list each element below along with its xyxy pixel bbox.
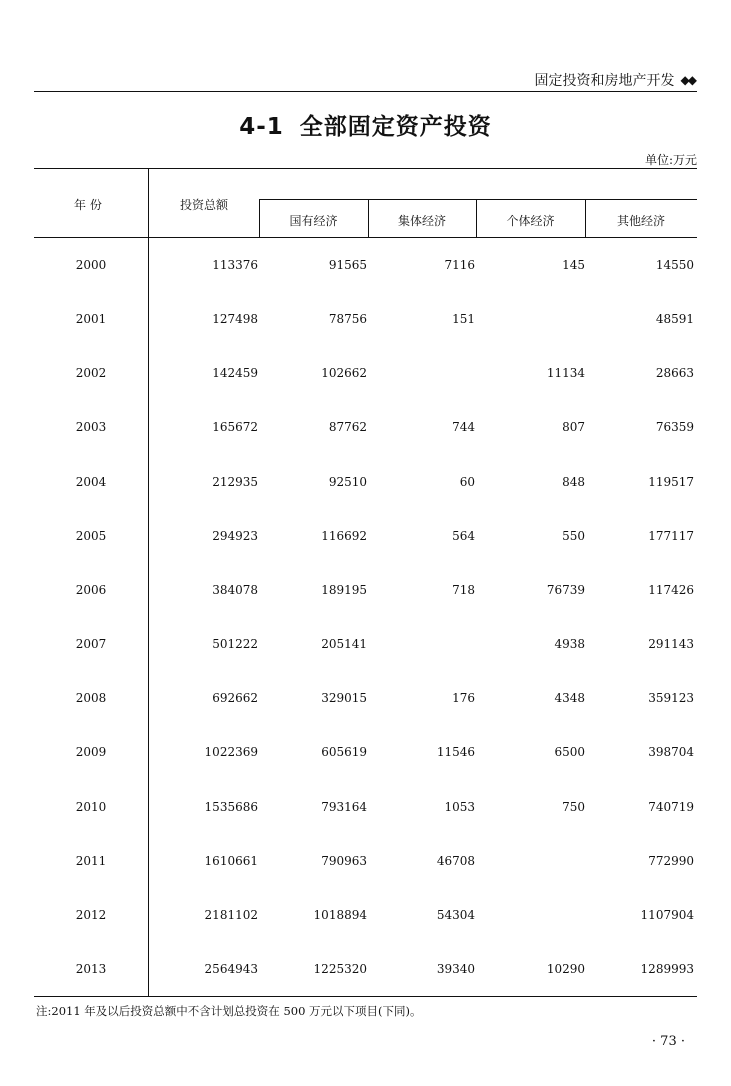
state-cell: 793164 — [321, 799, 367, 814]
individual-cell: 807 — [562, 420, 585, 435]
other-cell: 76359 — [655, 420, 694, 435]
individual-cell: 550 — [562, 528, 585, 543]
table-row — [0, 312, 731, 332]
other-cell: 119517 — [648, 474, 694, 489]
table-row — [0, 962, 731, 982]
year-cell: 2012 — [75, 907, 107, 922]
individual-cell: 848 — [562, 474, 585, 489]
total-cell: 384078 — [212, 582, 258, 597]
total-cell: 2564943 — [204, 961, 258, 976]
collective-cell: 46708 — [436, 853, 475, 868]
state-cell: 1225320 — [313, 961, 367, 976]
year-cell: 2008 — [75, 691, 107, 706]
individual-cell: 750 — [562, 799, 585, 814]
subheader-top-rule — [259, 199, 697, 200]
other-cell: 177117 — [648, 528, 694, 543]
collective-cell: 176 — [452, 691, 475, 706]
individual-cell: 4938 — [554, 637, 585, 652]
state-cell: 92510 — [328, 474, 367, 489]
page-title — [0, 108, 731, 141]
unit-label: 单位:万元 — [644, 153, 697, 167]
total-cell: 165672 — [212, 420, 258, 435]
individual-cell: 11134 — [546, 366, 585, 381]
collective-cell: 151 — [452, 312, 475, 327]
individual-cell: 10290 — [546, 961, 585, 976]
table-top-rule — [34, 168, 697, 169]
section-title: 固定投资和房地产开发 — [534, 73, 675, 89]
state-cell: 87762 — [328, 420, 367, 435]
total-cell: 1022369 — [204, 745, 258, 760]
individual-cell: 6500 — [554, 745, 585, 760]
state-cell: 102662 — [321, 366, 367, 381]
other-cell: 398704 — [648, 745, 694, 760]
year-cell: 2001 — [75, 312, 107, 327]
state-cell: 329015 — [321, 691, 367, 706]
table-row — [0, 529, 731, 549]
other-cell: 1289993 — [640, 961, 694, 976]
year-cell: 2007 — [75, 637, 107, 652]
state-cell: 790963 — [321, 853, 367, 868]
year-cell: 2004 — [75, 474, 107, 489]
individual-header: 个体经济 — [506, 214, 555, 228]
table-row — [0, 854, 731, 874]
other-cell: 14550 — [655, 258, 694, 272]
total-cell: 1535686 — [204, 799, 258, 814]
table-row — [0, 800, 731, 820]
table-row — [0, 583, 731, 603]
footnote: 注:2011 年及以后投资总额中不含计划总投资在 500 万元以下项目(下同)。 — [36, 1004, 422, 1018]
collective-cell: 60 — [459, 474, 475, 489]
year-header: 年 份 — [74, 198, 102, 212]
state-cell: 78756 — [328, 312, 367, 327]
collective-cell: 54304 — [436, 907, 475, 922]
total-cell: 294923 — [212, 528, 258, 543]
year-cell: 2003 — [75, 420, 107, 435]
collective-cell: 11546 — [436, 745, 475, 760]
table-row — [0, 745, 731, 765]
year-cell: 2006 — [75, 582, 107, 597]
header-bottom-rule — [34, 237, 697, 238]
table-row — [0, 637, 731, 657]
other-cell: 48591 — [655, 312, 694, 327]
total-header: 投资总额 — [180, 198, 229, 212]
table-row — [0, 691, 731, 711]
collective-cell: 7116 — [444, 258, 475, 272]
year-cell: 2013 — [75, 961, 107, 976]
other-cell: 359123 — [648, 691, 694, 706]
collective-cell: 718 — [452, 582, 475, 597]
other-cell: 291143 — [648, 637, 694, 652]
state-cell: 1018894 — [313, 907, 367, 922]
state-cell: 189195 — [321, 582, 367, 597]
collective-cell: 744 — [452, 420, 475, 435]
individual-cell: 76739 — [546, 582, 585, 597]
table-title: 全部固定资产投资 — [299, 114, 492, 140]
individual-cell: 145 — [562, 258, 585, 272]
total-cell: 1610661 — [204, 853, 258, 868]
other-cell: 772990 — [648, 853, 694, 868]
state-cell: 116692 — [321, 528, 367, 543]
individual-cell: 4348 — [554, 691, 585, 706]
state-cell: 91565 — [328, 258, 367, 272]
collective-cell: 1053 — [444, 799, 475, 814]
other-cell: 28663 — [655, 366, 694, 381]
total-cell: 501222 — [212, 637, 258, 652]
other-cell: 740719 — [648, 799, 694, 814]
table-row — [0, 366, 731, 386]
table-row — [0, 475, 731, 495]
table-row — [0, 258, 731, 278]
table-row — [0, 908, 731, 928]
total-cell: 127498 — [212, 312, 258, 327]
total-cell: 142459 — [212, 366, 258, 381]
collective-cell: 564 — [452, 528, 475, 543]
collective-header: 集体经济 — [397, 214, 446, 228]
year-cell: 2002 — [75, 366, 107, 381]
year-cell: 2000 — [75, 258, 107, 272]
table-row — [0, 420, 731, 440]
year-cell: 2005 — [75, 528, 107, 543]
total-cell: 212935 — [212, 474, 258, 489]
state-cell: 205141 — [321, 637, 367, 652]
state-cell: 605619 — [321, 745, 367, 760]
collective-cell: 39340 — [436, 961, 475, 976]
table-number: 4-1 — [239, 114, 284, 140]
running-header — [535, 70, 695, 90]
other-cell: 117426 — [648, 582, 694, 597]
diamond-icon: ◆◆ — [680, 73, 695, 87]
page-number: · 73 · — [651, 1034, 685, 1049]
other-header: 其他经济 — [616, 214, 665, 228]
year-cell: 2011 — [75, 853, 107, 868]
total-cell: 113376 — [212, 258, 258, 272]
total-cell: 692662 — [212, 691, 258, 706]
year-cell: 2010 — [75, 799, 107, 814]
other-cell: 1107904 — [640, 907, 694, 922]
state-header: 国有经济 — [289, 214, 338, 228]
table-bottom-rule — [34, 996, 697, 997]
total-cell: 2181102 — [204, 907, 258, 922]
header-rule — [34, 91, 697, 92]
year-cell: 2009 — [75, 745, 107, 760]
